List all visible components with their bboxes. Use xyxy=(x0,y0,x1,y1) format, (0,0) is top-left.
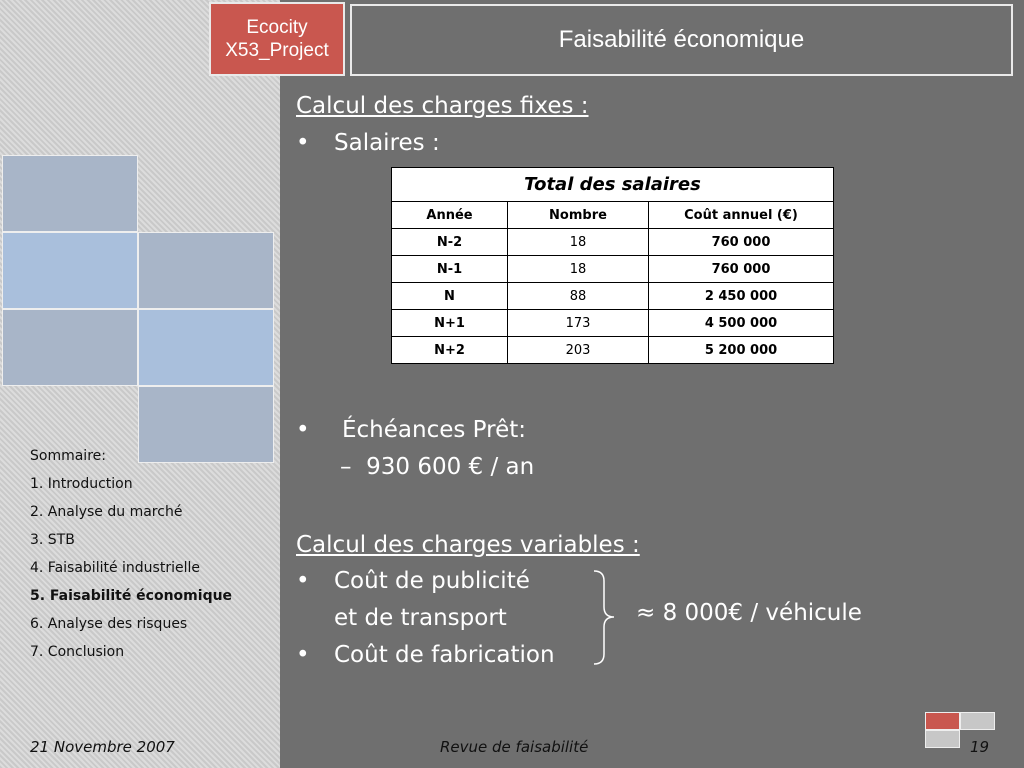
deco-tile xyxy=(2,309,138,386)
logo-line2: X53_Project xyxy=(225,40,329,61)
deco-tile xyxy=(138,309,274,386)
bullet-dot: • xyxy=(296,568,310,594)
table-row xyxy=(392,310,834,337)
publicity-bullet xyxy=(296,568,530,594)
column-header: Nombre xyxy=(508,202,649,229)
fabrication-bullet xyxy=(296,642,555,668)
logo-line1: Ecocity xyxy=(246,17,308,38)
year-cell: N-1 xyxy=(392,256,508,283)
count-cell: 18 xyxy=(508,256,649,283)
toc-item[interactable]: 2. Analyse du marché xyxy=(30,504,183,520)
deco-tile xyxy=(2,232,138,309)
publicity-label-line1: Coût de publicité xyxy=(334,568,530,594)
count-cell: 203 xyxy=(508,337,649,364)
table-row xyxy=(392,283,834,310)
salary-table xyxy=(391,167,834,364)
count-cell: 173 xyxy=(508,310,649,337)
year-cell: N xyxy=(392,283,508,310)
fixed-charges-heading: Calcul des charges fixes : xyxy=(296,93,589,119)
column-header: Année xyxy=(392,202,508,229)
table-caption: Total des salaires xyxy=(392,168,834,202)
deco-tile xyxy=(138,232,274,309)
bullet-dot: • xyxy=(296,642,310,668)
dash-marker: – xyxy=(340,454,352,480)
project-logo xyxy=(209,2,345,76)
toc-item[interactable]: 3. STB xyxy=(30,532,75,548)
table-row xyxy=(392,337,834,364)
cost-cell: 2 450 000 xyxy=(649,283,834,310)
deco-tile xyxy=(2,155,138,232)
cost-cell: 760 000 xyxy=(649,256,834,283)
toc-item[interactable]: 6. Analyse des risques xyxy=(30,616,188,632)
toc-item[interactable]: 7. Conclusion xyxy=(30,644,125,660)
cost-cell: 4 500 000 xyxy=(649,310,834,337)
publicity-label-line2: et de transport xyxy=(334,605,507,631)
loan-value: 930 600 € / an xyxy=(366,454,535,480)
toc-item-active[interactable]: 5. Faisabilité économique xyxy=(30,588,233,604)
variable-cost-estimate: ≈ 8 000€ / véhicule xyxy=(636,600,862,626)
bullet-dot: • xyxy=(296,417,310,443)
salaires-bullet xyxy=(296,130,440,156)
table-of-contents xyxy=(30,446,232,670)
page-number: 19 xyxy=(970,738,990,756)
table-row xyxy=(392,229,834,256)
fabrication-label: Coût de fabrication xyxy=(334,642,555,668)
cost-cell: 760 000 xyxy=(649,229,834,256)
footer-date: 21 Novembre 2007 xyxy=(30,738,175,756)
loan-label: Échéances Prêt: xyxy=(342,417,526,443)
table-row xyxy=(392,256,834,283)
variable-charges-heading: Calcul des charges variables : xyxy=(296,532,640,558)
bullet-dot: • xyxy=(296,130,310,156)
count-cell: 88 xyxy=(508,283,649,310)
curly-brace-icon xyxy=(592,569,618,666)
deco-square xyxy=(925,712,960,730)
toc-item[interactable]: 1. Introduction xyxy=(30,476,133,492)
deco-square xyxy=(960,712,995,730)
count-cell: 18 xyxy=(508,229,649,256)
loan-value-item xyxy=(340,454,534,480)
cost-cell: 5 200 000 xyxy=(649,337,834,364)
column-header: Coût annuel (€) xyxy=(649,202,834,229)
slide-title: Faisabilité économique xyxy=(350,4,1013,76)
deco-square xyxy=(925,730,960,748)
year-cell: N+2 xyxy=(392,337,508,364)
year-cell: N-2 xyxy=(392,229,508,256)
toc-item[interactable]: 4. Faisabilité industrielle xyxy=(30,560,200,576)
loan-bullet xyxy=(296,417,526,443)
footer-center: Revue de faisabilité xyxy=(440,738,589,756)
year-cell: N+1 xyxy=(392,310,508,337)
salaires-label: Salaires : xyxy=(334,130,440,156)
toc-heading: Sommaire: xyxy=(30,448,106,464)
